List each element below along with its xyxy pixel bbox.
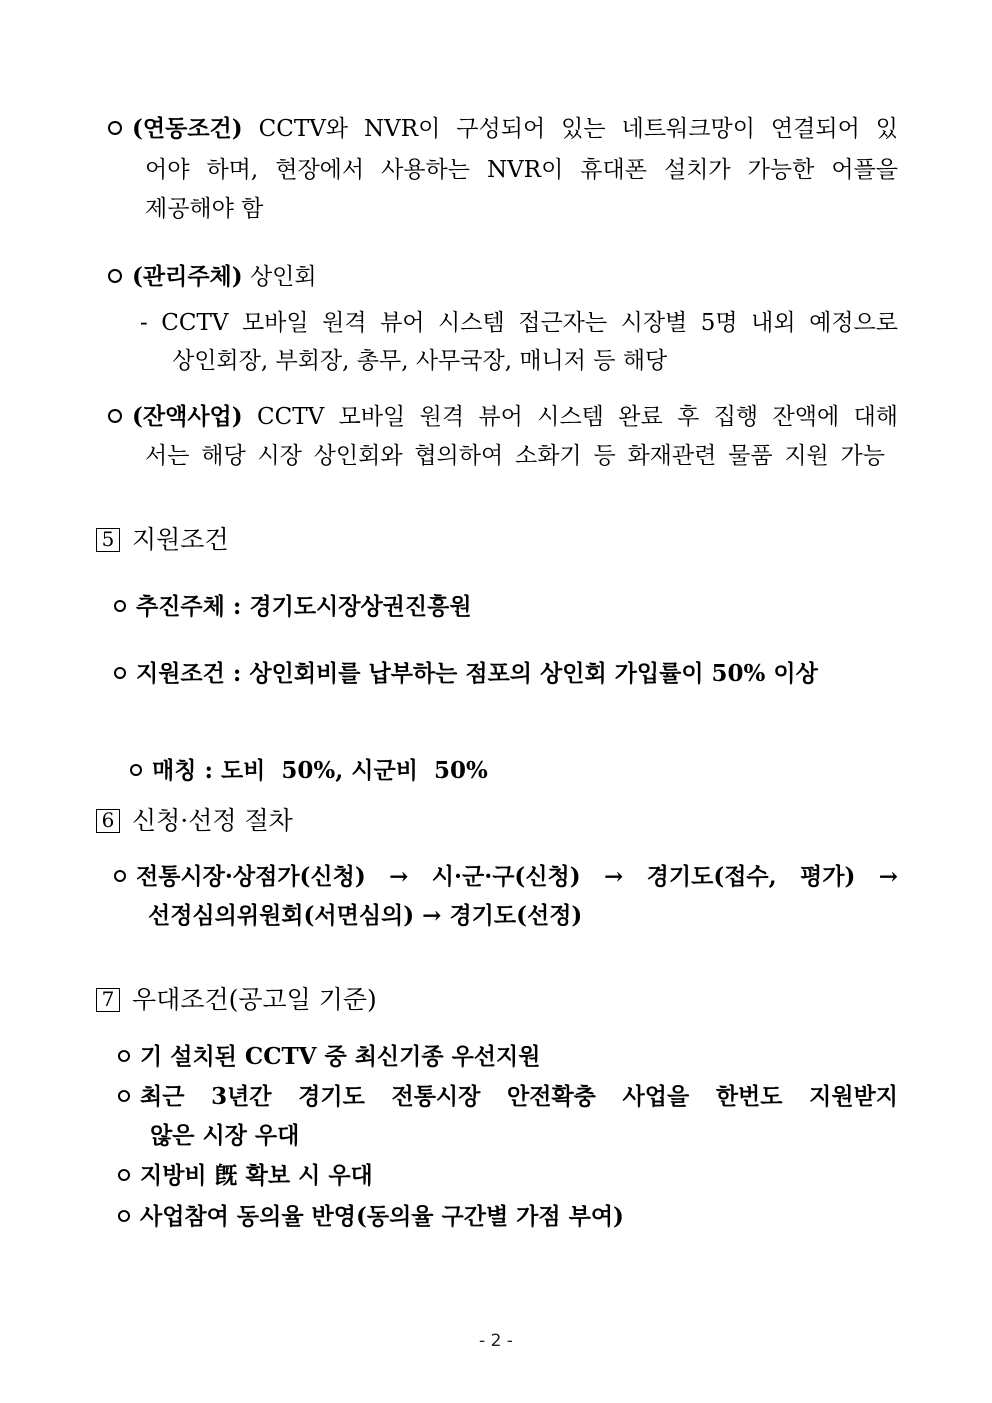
block2-dash-line1: - CCTV 모바일 원격 뷰어 시스템 접근자는 시장별 5명 내외 예정으로: [140, 310, 898, 336]
section7-number-box: 7: [96, 988, 120, 1012]
section7-item2-text: 최근 3년간 경기도 전통시장 안전확충 사업을 한번도 지원받지: [140, 1083, 898, 1110]
section7-heading: [96, 985, 377, 1015]
section7-item2-line1: [118, 1082, 898, 1114]
section5-item3: [114, 726, 488, 786]
section5-item1: [114, 592, 472, 622]
section6-line1: [114, 862, 898, 894]
section6-line1-text: 전통시장·상점가(신청) → 시·군·구(신청) → 경기도(접수, 평가) →: [136, 863, 898, 890]
section5-item1-text: 추진주체 : 경기도시장상권진흥원: [136, 593, 472, 620]
section5-heading: [96, 525, 229, 555]
block1-line2: 어야 하며, 현장에서 사용하는 NVR이 휴대폰 설치가 가능한 어플을: [145, 157, 898, 183]
circle-bullet-icon: [118, 1169, 130, 1181]
section6-line2: 선정심의위원회(서면심의) → 경기도(선정): [148, 902, 583, 929]
circle-bullet-icon: [118, 1090, 130, 1102]
section7-item3: [118, 1161, 373, 1191]
circle-bullet-icon: [114, 600, 126, 612]
section7-item4-text: 사업참여 동의율 반영(동의율 구간별 가점 부여): [140, 1203, 624, 1230]
section6-heading: [96, 806, 293, 836]
section5-number-box: 5: [96, 528, 120, 552]
section5-item3-text: 매칭 : 도비 50%, 시군비 50%: [152, 757, 488, 784]
block1-label: (연동조건): [132, 115, 243, 142]
circle-bullet-icon: [114, 870, 126, 882]
circle-bullet-icon: [114, 667, 126, 679]
section5-title: 지원조건: [132, 525, 229, 554]
section7-item4: [118, 1202, 624, 1232]
block3-line1: [108, 402, 898, 434]
block2-dash-line2: 상인회장, 부회장, 총무, 사무국장, 매니저 등 해당: [172, 348, 668, 374]
section7-item3-text: 지방비 旣 확보 시 우대: [140, 1162, 373, 1189]
page-number: - 2 -: [479, 1331, 513, 1351]
block3-line2: 서는 해당 시장 상인회와 협의하여 소화기 등 화재관련 물품 지원 가능: [145, 443, 885, 469]
section7-item1-text: 기 설치된 CCTV 중 최신기종 우선지원: [140, 1043, 541, 1070]
circle-bullet-icon: [118, 1050, 130, 1062]
block2-label: (관리주체): [132, 263, 243, 290]
circle-bullet-icon: [108, 409, 122, 423]
section7-item2-line2: 않은 시장 우대: [150, 1122, 300, 1149]
section6-title: 신청·선정 절차: [132, 806, 293, 835]
block3-text1: CCTV 모바일 원격 뷰어 시스템 완료 후 집행 잔액에 대해: [257, 404, 898, 430]
circle-bullet-icon: [130, 764, 142, 776]
circle-bullet-icon: [108, 121, 122, 135]
circle-bullet-icon: [118, 1210, 130, 1222]
block2-text: 상인회: [249, 264, 317, 290]
section7-title: 우대조건(공고일 기준): [132, 985, 377, 1014]
section7-item1: [118, 1042, 540, 1072]
circle-bullet-icon: [108, 269, 122, 283]
block1-line3: 제공해야 함: [145, 196, 264, 222]
section5-item2-text: 지원조건 : 상인회비를 납부하는 점포의 상인회 가입률이 50% 이상: [136, 660, 818, 687]
block2-line1: [108, 262, 317, 292]
block3-label: (잔액사업): [132, 403, 243, 430]
section5-item2: [114, 659, 818, 689]
block1-line1: [108, 114, 898, 146]
block1-text1: CCTV와 NVR이 구성되어 있는 네트워크망이 연결되어 있: [258, 116, 898, 142]
section6-number-box: 6: [96, 809, 120, 833]
